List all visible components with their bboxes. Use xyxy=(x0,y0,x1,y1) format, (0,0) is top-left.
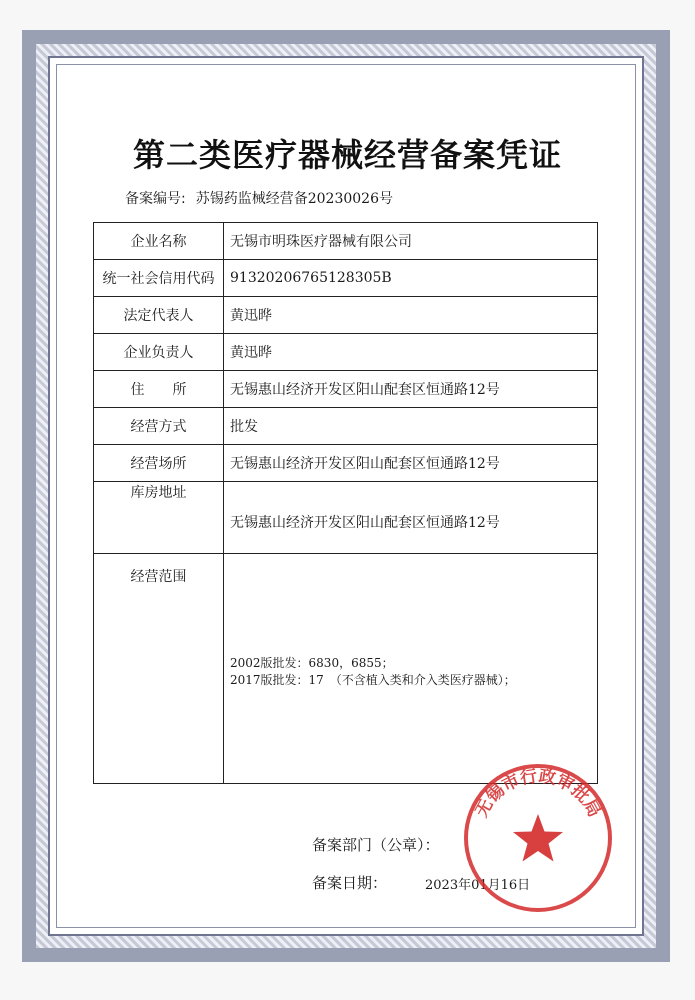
row-value: 无锡惠山经济开发区阳山配套区恒通路12号 xyxy=(224,371,598,408)
row-label: 企业负责人 xyxy=(94,334,224,371)
row-value: 无锡惠山经济开发区阳山配套区恒通路12号 xyxy=(224,445,598,482)
row-value: 批发 xyxy=(224,408,598,445)
seal-text: 无锡市行政审批局 xyxy=(471,766,605,821)
row-value: 黄迅晔 xyxy=(224,297,598,334)
filing-date-label: 备案日期： xyxy=(312,874,388,892)
row-label: 库房地址 xyxy=(94,482,224,554)
seal-star-icon xyxy=(513,814,563,862)
filing-date-value: 2023年01月16日 xyxy=(425,878,531,893)
table-row-business-premises xyxy=(94,445,598,482)
row-label: 经营方式 xyxy=(94,408,224,445)
scope-line: 2017版批发：17 （不含植入类和介入类医疗器械）； xyxy=(230,672,516,687)
certificate-info-table xyxy=(93,222,598,784)
filing-number xyxy=(125,188,393,208)
table-row-company-name xyxy=(94,223,598,260)
row-label: 经营场所 xyxy=(94,445,224,482)
table-row-credit-code xyxy=(94,260,598,297)
row-value: 91320206765128305B xyxy=(224,260,598,297)
row-value: 黄迅晔 xyxy=(224,334,598,371)
table-row-person-in-charge xyxy=(94,334,598,371)
filing-number-value: 苏锡药监械经营备20230026号 xyxy=(195,191,393,207)
filing-department-label: 备案部门（公章）： xyxy=(312,836,440,854)
row-value: 无锡惠山经济开发区阳山配套区恒通路12号 xyxy=(224,482,598,554)
table-row-legal-rep xyxy=(94,297,598,334)
table-row-business-scope xyxy=(94,554,598,784)
row-label: 法定代表人 xyxy=(94,297,224,334)
certificate-title: 第二类医疗器械经营备案凭证 xyxy=(132,136,562,174)
row-label: 住 所 xyxy=(94,371,224,408)
table-row-warehouse xyxy=(94,482,598,554)
table-row-business-mode xyxy=(94,408,598,445)
row-label: 经营范围 xyxy=(94,554,224,784)
table-row-domicile xyxy=(94,371,598,408)
row-label: 统一社会信用代码 xyxy=(94,260,224,297)
scope-values xyxy=(224,554,598,784)
scope-line: 2002版批发：6830，6855； xyxy=(230,655,394,670)
filing-number-label: 备案编号: xyxy=(125,191,186,207)
official-seal xyxy=(462,762,614,914)
row-label: 企业名称 xyxy=(94,223,224,260)
row-value: 无锡市明珠医疗器械有限公司 xyxy=(224,223,598,260)
